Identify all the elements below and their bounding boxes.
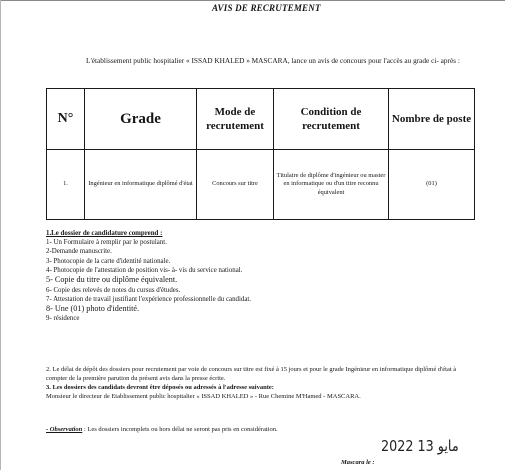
list-item: 8- Une (01) photo d'identité. (46, 303, 140, 313)
table-header-row (47, 89, 475, 150)
observation-text: : Les dossiers incomplets ou hors délai ne seront pas pris en considération. (82, 426, 278, 433)
observation-section (46, 425, 476, 434)
delai-section (46, 365, 476, 401)
cell-mode: Concours sur titre (197, 150, 274, 220)
list-item: 4- Photocopie de l'attestation de position vis- à- vis du service national. (46, 266, 243, 274)
address-heading: 3. Les dossiers des candidats devront être déposés ou adressés à l'adresse suivante: (46, 384, 274, 391)
list-item: 3- Photocopie de la carte d'identité nationale. (46, 257, 171, 265)
header-num: N° (47, 89, 85, 150)
intro-paragraph: L'établissement public hospitalier « ISSAD KHALED » MASCARA, lance un avis de concours pour l'accès au grade ci- après : (86, 56, 460, 65)
cell-nombre: (01) (389, 150, 475, 220)
header-nombre: Nombre de poste (389, 89, 475, 150)
list-item: 7- Attestation de travail justifiant l'expérience professionnelle du candidat. (46, 295, 252, 303)
cell-condition: Titulaire de diplôme d'ingénieur ou master en informatique ou d'un titre reconnu équivalent (274, 150, 389, 220)
header-condition: Condition de recrutement (274, 89, 389, 150)
list-item: 6- Copie des relevés de notes du cursus d'études. (46, 286, 181, 294)
cell-grade: Ingénieur en informatique diplômé d'état (85, 150, 197, 220)
delai-paragraph: 2. Le délai de dépôt des dossiers pour recrutement par voie de concours sur titre est fixé à 15 jours et pour le grade Ingénieur en informatique diplômé d'état à compter de la première parution du présent avis dans la presse écrite. (46, 366, 457, 382)
table-row (47, 150, 475, 220)
header-mode: Mode de recrutement (197, 89, 274, 150)
list-item: 1- Un Formulaire à remplir par le postulant. (46, 239, 167, 247)
stamp-date: 2022 مايو 13 (381, 437, 459, 455)
list-item: 5- Copie du titre ou diplôme équivalent. (46, 275, 178, 285)
footer-place: Mascara le : (341, 459, 375, 466)
dossier-heading: 1.Le dossier de candidature comprend : (46, 230, 163, 237)
scan-edge-left (0, 0, 1, 470)
document-title: AVIS DE RECRUTEMENT (212, 3, 321, 13)
cell-num: 1. (47, 150, 85, 220)
list-item: 2-Demande manuscrite. (46, 248, 112, 256)
recruitment-table (46, 88, 475, 220)
header-grade: Grade (85, 89, 197, 150)
address-line: Monsieur le directeur de Etablissement public hospitalier « ISSAD KHALED » - Rue Chemine M'Hamed - MASCARA. (46, 393, 361, 400)
scan-edge-top (0, 0, 505, 1)
observation-label: - Observation (46, 426, 83, 433)
list-item: 9- résidence (46, 315, 80, 323)
dossier-section (46, 229, 466, 324)
